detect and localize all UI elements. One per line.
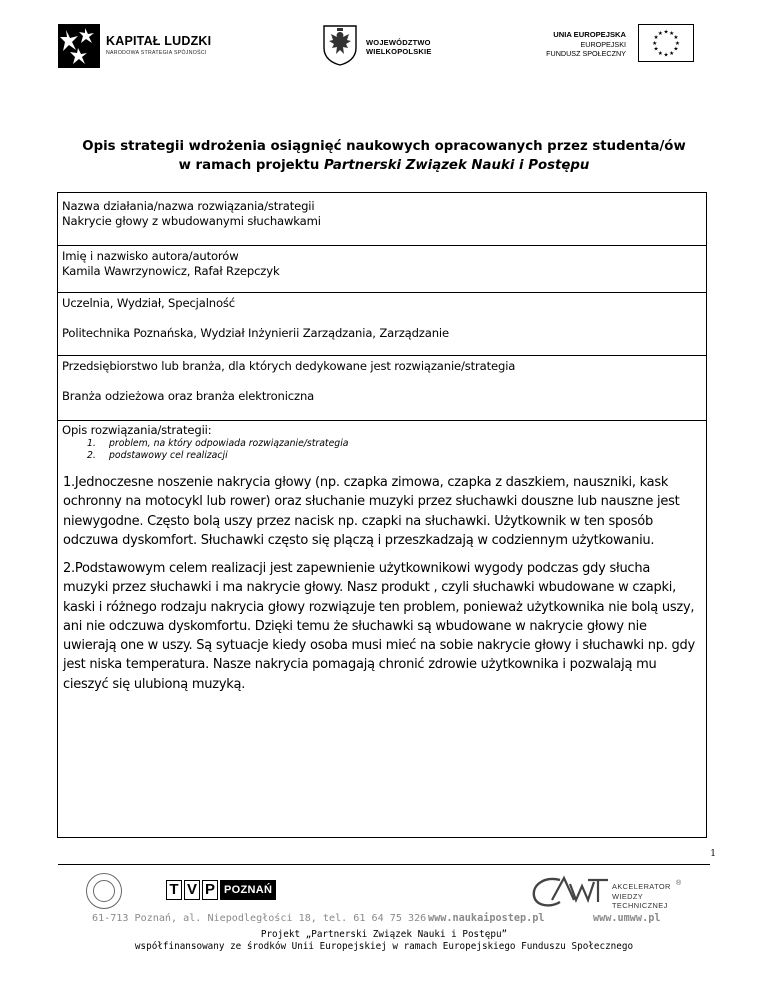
paragraph-line: ochronny na motocykl lub rower) oraz słuchanie muzyki przez słuchawki douszne lub nauszne jest — [63, 494, 680, 510]
svg-text:★: ★ — [674, 40, 680, 47]
svg-text:★: ★ — [663, 29, 669, 36]
kapital-ludzki-emblem-icon — [58, 24, 100, 68]
tvp-poznan-logo — [166, 880, 276, 902]
row-industry — [58, 356, 706, 421]
eu-line3: FUNDUSZ SPOŁECZNY — [546, 49, 626, 58]
awt-line3: TECHNICZNEJ — [612, 901, 668, 910]
university-value: Politechnika Poznańska, Wydział Inżynierii Zarządzania, Zarządzanie — [62, 326, 449, 340]
politechnika-seal-icon — [86, 873, 122, 909]
svg-text:★: ★ — [657, 50, 663, 57]
description-label: Opis rozwiązania/strategii: — [62, 423, 212, 437]
row-solution-name — [58, 193, 706, 246]
description-point — [87, 450, 348, 462]
paragraph-line: odczuwa dyskomfort. Słuchawki często się plączą i przeszkadzają w codziennym użytkowaniu. — [63, 532, 655, 548]
svg-text:★: ★ — [653, 46, 659, 53]
eu-line1: UNIA EUROPEJSKA — [553, 30, 626, 39]
kapital-ludzki-title: KAPITAŁ LUDZKI — [106, 34, 212, 48]
paragraph-line: 2.Podstawowym celem realizacji jest zapewnienie użytkownikowi wygody podczas gdy słucha — [63, 561, 651, 576]
svg-text:★: ★ — [652, 40, 658, 47]
eu-text — [520, 30, 626, 59]
paragraph-line: uwierają one w uszy. Są sytuacje kiedy osoba musi mieć na sobie nakrycie głowy i słuchawki np. gdy — [63, 638, 695, 654]
page-number: 1 — [710, 849, 716, 859]
footer-divider — [58, 864, 710, 865]
awt-line2: WIEDZY — [612, 891, 644, 901]
paragraph-line: muzyki przez słuchawki i ma nakrycie głowy. Nasz produkt , czyli słuchawki wbudowane w czapki, — [63, 580, 677, 596]
authors-label: Imię i nazwisko autora/autorów — [62, 249, 239, 263]
description-points — [87, 438, 348, 462]
point-number: 2. — [87, 450, 96, 461]
description-point — [87, 438, 348, 450]
row-university — [58, 293, 706, 356]
paragraph-goal — [63, 559, 709, 694]
wojewodztwo-text — [366, 38, 432, 56]
tvp-city: POZNAŃ — [220, 880, 276, 900]
svg-text:★: ★ — [669, 30, 675, 37]
document-title — [40, 137, 728, 175]
paragraph-problem — [63, 473, 709, 550]
authors-value: Kamila Wawrzynowicz, Rafał Rzepczyk — [62, 264, 280, 278]
svg-text:★: ★ — [673, 46, 679, 53]
paragraph-line: 1.Jednoczesne noszenie nakrycia głowy (np. czapka zimowa, czapka z daszkiem, nauszniki, kask — [63, 475, 669, 490]
row-description — [58, 421, 706, 837]
tvp-letter-p: P — [202, 880, 218, 900]
title-line2 — [40, 156, 728, 175]
point-text: podstawowy cel realizacji — [109, 450, 228, 461]
svg-text:★: ★ — [663, 52, 669, 59]
row-authors — [58, 246, 706, 293]
kapital-ludzki-subtitle: NARODOWA STRATEGIA SPÓJNOŚCI — [106, 50, 207, 56]
paragraph-line: jest niska temperatura. Nasze nakrycia pomagają chronić zdrowie użytkownika i pozwalają mu — [63, 657, 657, 673]
title-line1: Opis strategii wdrożenia osiągnięć naukowych opracowanych przez studenta/ów — [82, 139, 686, 154]
kapital-ludzki-logo — [58, 22, 218, 72]
tvp-letter-t: T — [166, 880, 182, 900]
title-line2-prefix: w ramach projektu — [178, 158, 324, 173]
project-line2: współfinansowany ze środków Unii Europejskiej w ramach Europejskiego Funduszu Społecznego — [134, 941, 634, 952]
project-name: Partnerski Związek Nauki i Postępu — [323, 158, 590, 173]
paragraph-line: niewygodne. Często bolą uszy przez nacisk np. czapki na słuchawki. Użytkownik w ten sposób — [63, 513, 653, 529]
solution-name-label: Nazwa działania/nazwa rozwiązania/strategii — [62, 199, 315, 213]
wojewodztwo-line1: WOJEWÓDZTWO — [366, 38, 431, 47]
tvp-letter-v: V — [184, 880, 200, 900]
eu-flag-icon — [638, 24, 694, 62]
awt-text — [612, 882, 671, 911]
wojewodztwo-wielkopolskie-logo — [322, 24, 432, 68]
industry-label: Przedsiębiorstwo lub branża, dla których dedykowane jest rozwiązanie/strategia — [62, 359, 516, 373]
svg-text:★: ★ — [669, 50, 675, 57]
project-line1: Projekt „Partnerski Związek Nauki i Postępu” — [260, 929, 508, 940]
solution-name-value: Nakrycie głowy z wbudowanymi słuchawkami — [62, 214, 321, 228]
eagle-crest-icon — [322, 24, 358, 66]
svg-text:★: ★ — [673, 35, 679, 42]
footer-project-info — [0, 929, 768, 953]
svg-text:★: ★ — [653, 35, 659, 42]
paragraph-line: kaski i różnego rodzaju nakrycia głowy rozwiązuje ten problem, ponieważ użytkownika nie bolą uszy, — [63, 599, 695, 615]
footer-link-naukaipostep[interactable]: www.naukaipostep.pl — [428, 913, 545, 924]
paragraph-line: ani nie odczuwa dyskomfortu. Dzięki temu że słuchawki są wbudowane w nakrycie głowy nie — [63, 618, 647, 634]
footer-link-umww[interactable]: www.umww.pl — [593, 913, 661, 924]
registered-mark: ® — [676, 880, 682, 887]
paragraph-line: cieszyć się ulubioną muzyką. — [63, 676, 246, 692]
form-table — [57, 192, 707, 838]
eu-line2: EUROPEJSKI — [580, 39, 626, 49]
awt-line1: AKCELERATOR — [612, 882, 671, 891]
point-number: 1. — [87, 438, 96, 449]
seal-inner-ring — [93, 880, 115, 902]
wojewodztwo-line2: WIELKOPOLSKIE — [366, 47, 432, 56]
footer-address: 61-713 Poznań, al. Niepodległości 18, tel. 61 64 75 326 — [92, 913, 427, 924]
svg-text:★: ★ — [657, 30, 663, 37]
industry-value: Branża odzieżowa oraz branża elektroniczna — [62, 389, 315, 403]
point-text: problem, na który odpowiada rozwiązanie/strategia — [109, 438, 349, 449]
university-label: Uczelnia, Wydział, Specjalność — [62, 296, 236, 310]
